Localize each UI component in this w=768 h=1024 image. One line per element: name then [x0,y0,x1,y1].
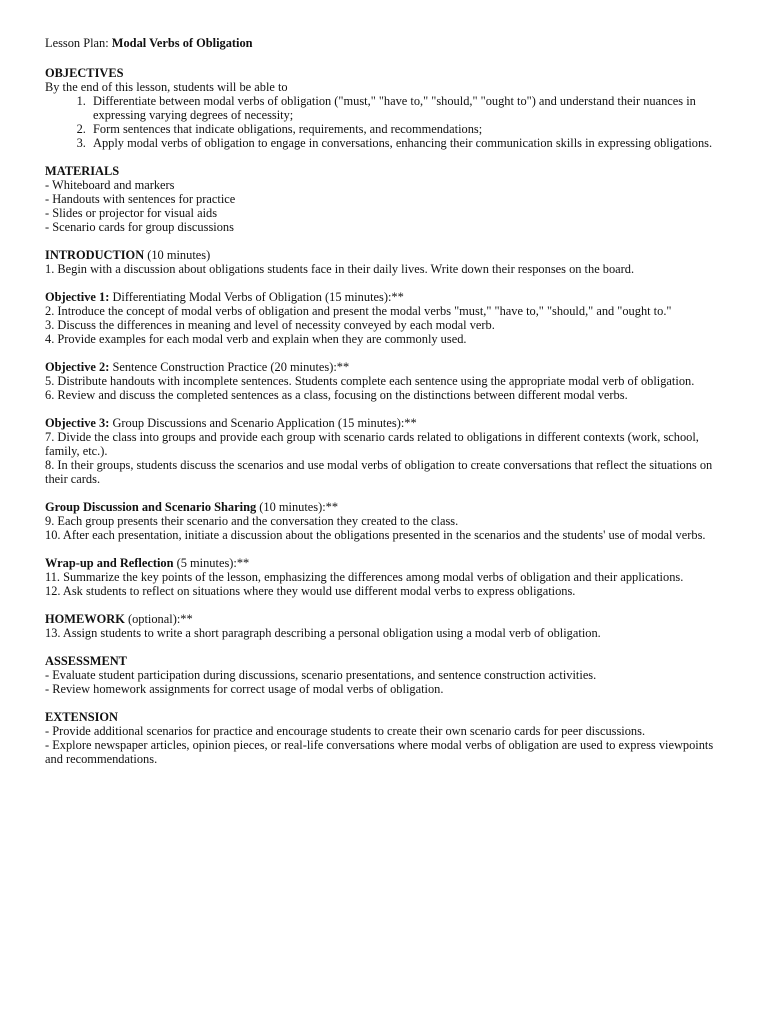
objective3-heading-line [45,416,725,430]
homework-heading: HOMEWORK [45,612,125,626]
homework-section [45,612,725,640]
materials-heading: MATERIALS [45,164,120,178]
introduction-section [45,248,725,276]
objectives-intro: By the end of this lesson, students will be able to [45,80,288,94]
materials-item: - Handouts with sentences for practice [45,192,236,206]
objective1-step: 4. Provide examples for each modal verb and explain when they are commonly used. [45,332,467,346]
extension-item: - Explore newspaper articles, opinion pieces, or real-life conversations where modal verbs of obligation are used to express viewpoints and recommendations. [45,738,714,766]
objective2-step: 5. Distribute handouts with incomplete sentences. Students complete each sentence using the appropriate modal verb of obligation. [45,374,695,388]
objective-item: 3. Apply modal verbs of obligation to engage in conversations, enhancing their communication skills in expressing obligations. [89,136,725,150]
lesson-plan-document [45,36,725,780]
objective1-heading-line [45,290,725,304]
materials-section [45,164,725,234]
objective3-step: 8. In their groups, students discuss the scenarios and use modal verbs of obligation to create conversations that reflect the situations on their cards. [45,458,713,486]
objective1-title: Differentiating Modal Verbs of Obligation (15 minutes):** [109,290,404,304]
homework-note: (optional):** [124,612,193,626]
objective-item: 1. Differentiate between modal verbs of obligation ("must," "have to," "should," "ought to") and understand their nuances in expressing varying degrees of necessity; [89,94,725,122]
objective3-heading: Objective 3: [45,416,110,430]
wrapup-step: 12. Ask students to reflect on situations where they would use different modal verbs to express obligations. [45,584,576,598]
introduction-duration: (10 minutes) [144,248,211,262]
extension-item: - Provide additional scenarios for practice and encourage students to create their own scenario cards for peer discussions. [45,724,646,738]
objective3-title: Group Discussions and Scenario Application (15 minutes):** [109,416,417,430]
group-discussion-duration: (10 minutes):** [256,500,339,514]
objective2-heading-line [45,360,725,374]
title-prefix: Lesson Plan: [45,36,112,50]
wrapup-heading-line [45,556,725,570]
title-main: Modal Verbs of Obligation [111,36,253,50]
materials-item: - Scenario cards for group discussions [45,220,234,234]
objective1-step: 2. Introduce the concept of modal verbs of obligation and present the modal verbs "must," "have to," "should," and "ought to." [45,304,672,318]
objective3-step: 7. Divide the class into groups and provide each group with scenario cards related to obligations in different contexts (work, school, family, etc.). [45,430,699,458]
materials-item: - Slides or projector for visual aids [45,206,218,220]
objective1-heading: Objective 1: [45,290,110,304]
objective1-step: 3. Discuss the differences in meaning and level of necessity conveyed by each modal verb. [45,318,495,332]
group-discussion-heading-line [45,500,725,514]
group-discussion-section [45,500,725,542]
introduction-step: 1. Begin with a discussion about obligations students face in their daily lives. Write down their responses on the board. [45,262,635,276]
objective-item: 2. Form sentences that indicate obligations, requirements, and recommendations; [89,122,725,136]
group-discussion-step: 10. After each presentation, initiate a discussion about the obligations presented in the scenarios and the students' use of modal verbs. [45,528,706,542]
objectives-section [45,66,725,150]
homework-heading-line [45,612,725,626]
wrapup-step: 11. Summarize the key points of the lesson, emphasizing the differences among modal verbs of obligation and their applications. [45,570,684,584]
homework-step: 13. Assign students to write a short paragraph describing a personal obligation using a modal verb of obligation. [45,626,601,640]
introduction-heading-line [45,248,725,262]
objective3-section [45,416,725,486]
objective2-section [45,360,725,402]
assessment-heading: ASSESSMENT [45,654,127,668]
materials-item: - Whiteboard and markers [45,178,175,192]
objective2-step: 6. Review and discuss the completed sentences as a class, focusing on the distinctions between different modal verbs. [45,388,628,402]
objectives-heading: OBJECTIVES [45,66,124,80]
objective2-title: Sentence Construction Practice (20 minutes):** [109,360,350,374]
assessment-item: - Review homework assignments for correct usage of modal verbs of obligation. [45,682,444,696]
introduction-heading: INTRODUCTION [45,248,145,262]
wrapup-section [45,556,725,598]
assessment-section [45,654,725,696]
objectives-list [45,94,725,150]
wrapup-duration: (5 minutes):** [173,556,250,570]
objective2-heading: Objective 2: [45,360,110,374]
objective1-section [45,290,725,346]
document-title [45,36,725,50]
extension-section [45,710,725,766]
group-discussion-step: 9. Each group presents their scenario and the conversation they created to the class. [45,514,459,528]
assessment-item: - Evaluate student participation during discussions, scenario presentations, and sentence construction activities. [45,668,597,682]
extension-heading: EXTENSION [45,710,118,724]
wrapup-heading: Wrap-up and Reflection [45,556,174,570]
group-discussion-heading: Group Discussion and Scenario Sharing [45,500,257,514]
